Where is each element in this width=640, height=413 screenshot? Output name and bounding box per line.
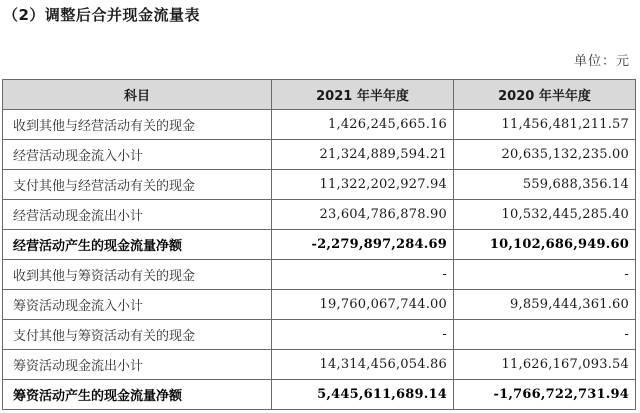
row-label: 收到其他与经营活动有关的现金 xyxy=(3,110,272,140)
table-row xyxy=(3,350,636,380)
value-2021: - xyxy=(272,320,454,350)
value-2021: 21,324,889,594.21 xyxy=(272,140,454,170)
table-row xyxy=(3,140,636,170)
value-2021: 23,604,786,878.90 xyxy=(272,200,454,230)
table-header-row xyxy=(3,80,636,110)
value-2021: 11,322,202,927.94 xyxy=(272,170,454,200)
table-row xyxy=(3,290,636,320)
row-label: 筹资活动现金流入小计 xyxy=(3,290,272,320)
value-2020: 559,688,356.14 xyxy=(454,170,636,200)
table-row xyxy=(3,380,636,410)
header-2021: 2021 年半年度 xyxy=(272,80,454,110)
header-2020: 2020 年半年度 xyxy=(454,80,636,110)
row-label: 经营活动产生的现金流量净额 xyxy=(3,230,272,260)
table-row xyxy=(3,110,636,140)
table-row xyxy=(3,260,636,290)
table-row xyxy=(3,200,636,230)
value-2020: 20,635,132,235.00 xyxy=(454,140,636,170)
document-title: （2）调整后合并现金流量表 xyxy=(3,6,200,24)
table-body xyxy=(3,110,636,410)
value-2020: 11,456,481,211.57 xyxy=(454,110,636,140)
row-label: 经营活动现金流入小计 xyxy=(3,140,272,170)
value-2021: 14,314,456,054.86 xyxy=(272,350,454,380)
value-2020: 10,102,686,949.60 xyxy=(454,230,636,260)
header-subject: 科目 xyxy=(3,80,272,110)
row-label: 筹资活动现金流出小计 xyxy=(3,350,272,380)
value-2021: -2,279,897,284.69 xyxy=(272,230,454,260)
value-2021: 19,760,067,744.00 xyxy=(272,290,454,320)
unit-label: 单位：元 xyxy=(573,54,630,69)
value-2020: 10,532,445,285.40 xyxy=(454,200,636,230)
cash-flow-table xyxy=(2,79,636,410)
row-label: 收到其他与筹资活动有关的现金 xyxy=(3,260,272,290)
value-2020: - xyxy=(454,260,636,290)
value-2020: 9,859,444,361.60 xyxy=(454,290,636,320)
value-2021: 5,445,611,689.14 xyxy=(272,380,454,410)
value-2021: 1,426,245,665.16 xyxy=(272,110,454,140)
table-row xyxy=(3,170,636,200)
value-2020: - xyxy=(454,320,636,350)
row-label: 筹资活动产生的现金流量净额 xyxy=(3,380,272,410)
row-label: 支付其他与经营活动有关的现金 xyxy=(3,170,272,200)
row-label: 支付其他与筹资活动有关的现金 xyxy=(3,320,272,350)
row-label: 经营活动现金流出小计 xyxy=(3,200,272,230)
value-2021: - xyxy=(272,260,454,290)
table-row xyxy=(3,320,636,350)
value-2020: 11,626,167,093.54 xyxy=(454,350,636,380)
value-2020: -1,766,722,731.94 xyxy=(454,380,636,410)
table-row xyxy=(3,230,636,260)
